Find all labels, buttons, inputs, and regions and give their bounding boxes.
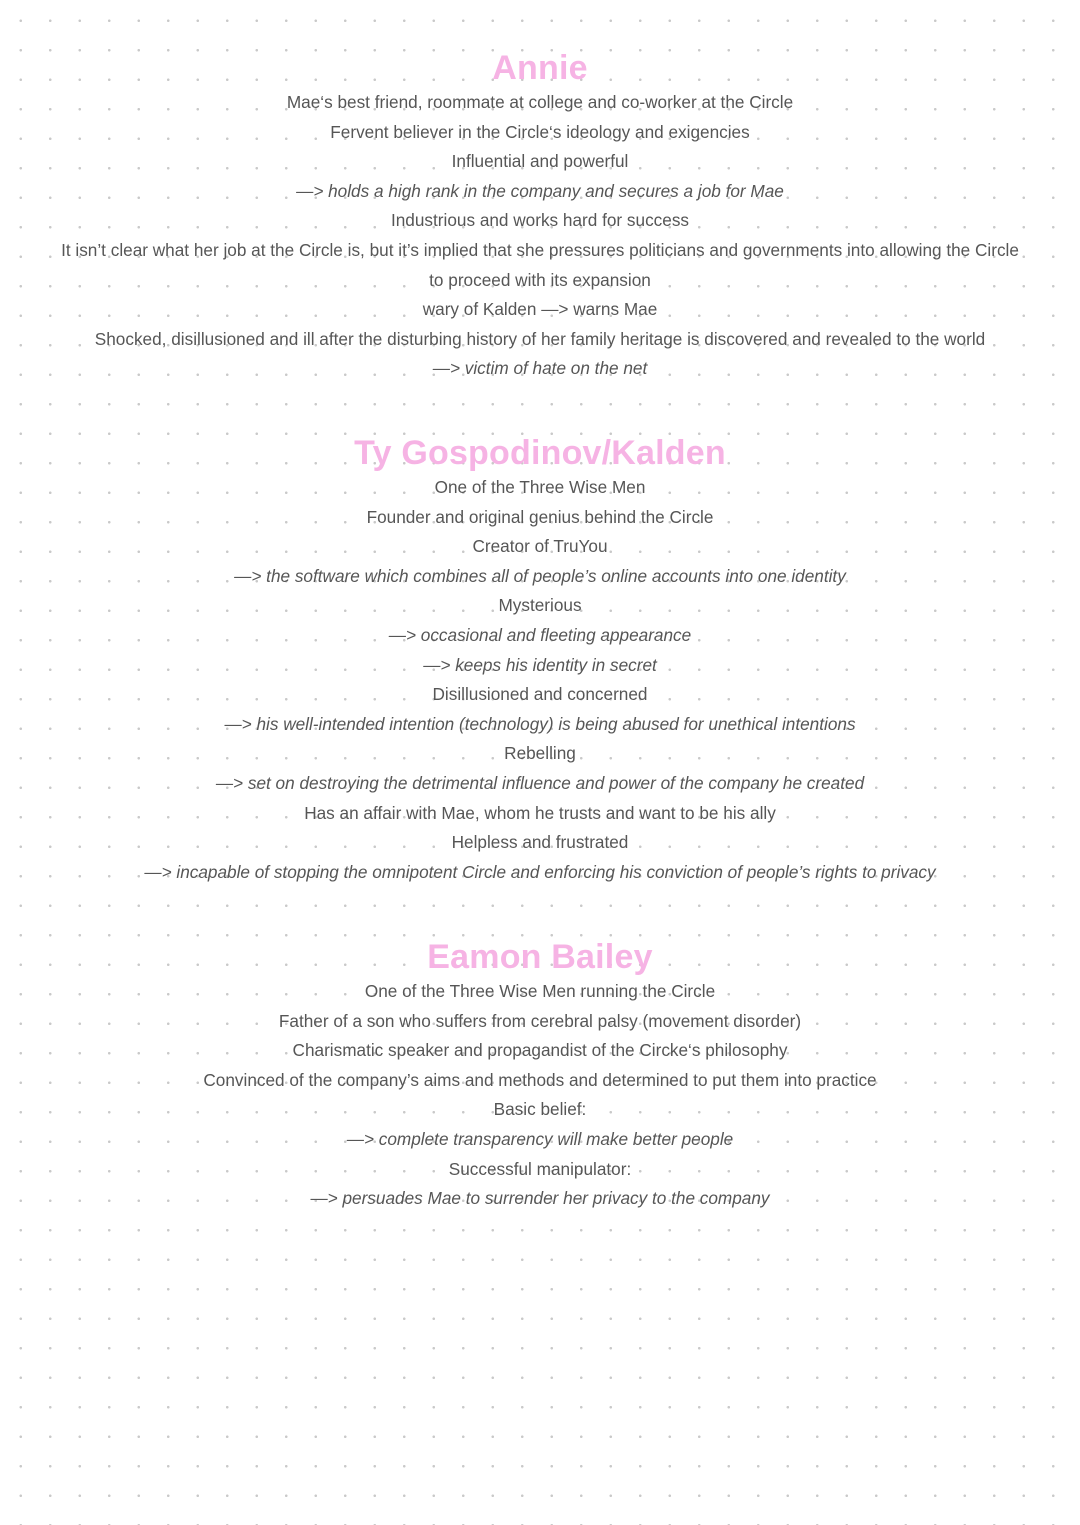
note-detail-line: —> set on destroying the detrimental influence and power of the company he created xyxy=(215,772,865,793)
note-line: Creator of TruYou xyxy=(472,536,608,557)
note-line: Mae‘s best friend, roommate at college and co-worker at the Circle xyxy=(286,92,794,112)
note-detail-line: —> complete transparency will make better people xyxy=(346,1128,734,1149)
note-detail-line: —> victim of hate on the net xyxy=(432,358,648,379)
note-line: Founder and original genius behind the Circle xyxy=(366,506,714,527)
note-detail-line: —> keeps his identity in secret xyxy=(423,654,657,675)
note-line: Has an affair with Mae, whom he trusts and want to be his ally xyxy=(304,802,776,823)
note-line: Fervent believer in the Circle‘s ideology and exigencies xyxy=(330,121,750,142)
note-line: Father of a son who suffers from cerebral palsy (movement disorder) xyxy=(278,1010,802,1031)
note-line: Shocked, disillusioned and ill after the disturbing history of her family heritage is discovered and revealed to the world xyxy=(94,328,986,349)
section-lines xyxy=(0,977,1080,1214)
note-line: Mysterious xyxy=(498,595,582,616)
note-line: Charismatic speaker and propagandist of the Circke‘s philosophy xyxy=(292,1040,788,1061)
note-line: One of the Three Wise Men xyxy=(434,477,646,497)
note-line: Successful manipulator: xyxy=(448,1158,632,1179)
section-title: Ty Gospodinov/Kalden xyxy=(354,434,726,472)
section-eamon-bailey xyxy=(0,937,1080,1214)
note-detail-line: —> his well-intended intention (technology) is being abused for unethical intentions xyxy=(224,713,856,734)
section-annie xyxy=(0,48,1080,384)
note-detail-line: —> incapable of stopping the omnipotent Circle and enforcing his conviction of people’s rights to privacy xyxy=(144,861,936,882)
note-line: wary of Kalden —> warns Mae xyxy=(422,299,658,320)
section-ty-gospodinov-kalden xyxy=(0,433,1080,887)
note-detail-line: —> the software which combines all of people’s online accounts into one identity xyxy=(234,565,846,586)
note-line: Convinced of the company’s aims and methods and determined to put them into practice xyxy=(203,1069,877,1090)
note-line: One of the Three Wise Men running the Circle xyxy=(364,981,716,1001)
note-line: Disillusioned and concerned xyxy=(432,684,648,705)
section-lines xyxy=(0,88,1080,384)
note-line: Industrious and works hard for success xyxy=(390,210,690,231)
note-line: Helpless and frustrated xyxy=(451,832,629,853)
note-detail-line: —> occasional and fleeting appearance xyxy=(388,624,692,645)
section-title: Eamon Bailey xyxy=(427,938,653,976)
note-line: Basic belief: xyxy=(493,1099,587,1120)
note-line: It isn’t clear what her job at the Circle is, but it’s implied that she pressures politicians and governments into allowing the Circle to proceed with its expansion xyxy=(61,239,1019,290)
note-detail-line: —> holds a high rank in the company and secures a job for Mae xyxy=(296,180,784,201)
note-detail-line: —> persuades Mae to surrender her privacy to the company xyxy=(310,1188,770,1209)
note-line: Influential and powerful xyxy=(451,151,629,172)
section-lines xyxy=(0,473,1080,887)
note-line: Rebelling xyxy=(504,743,576,764)
section-title: Annie xyxy=(492,49,588,87)
